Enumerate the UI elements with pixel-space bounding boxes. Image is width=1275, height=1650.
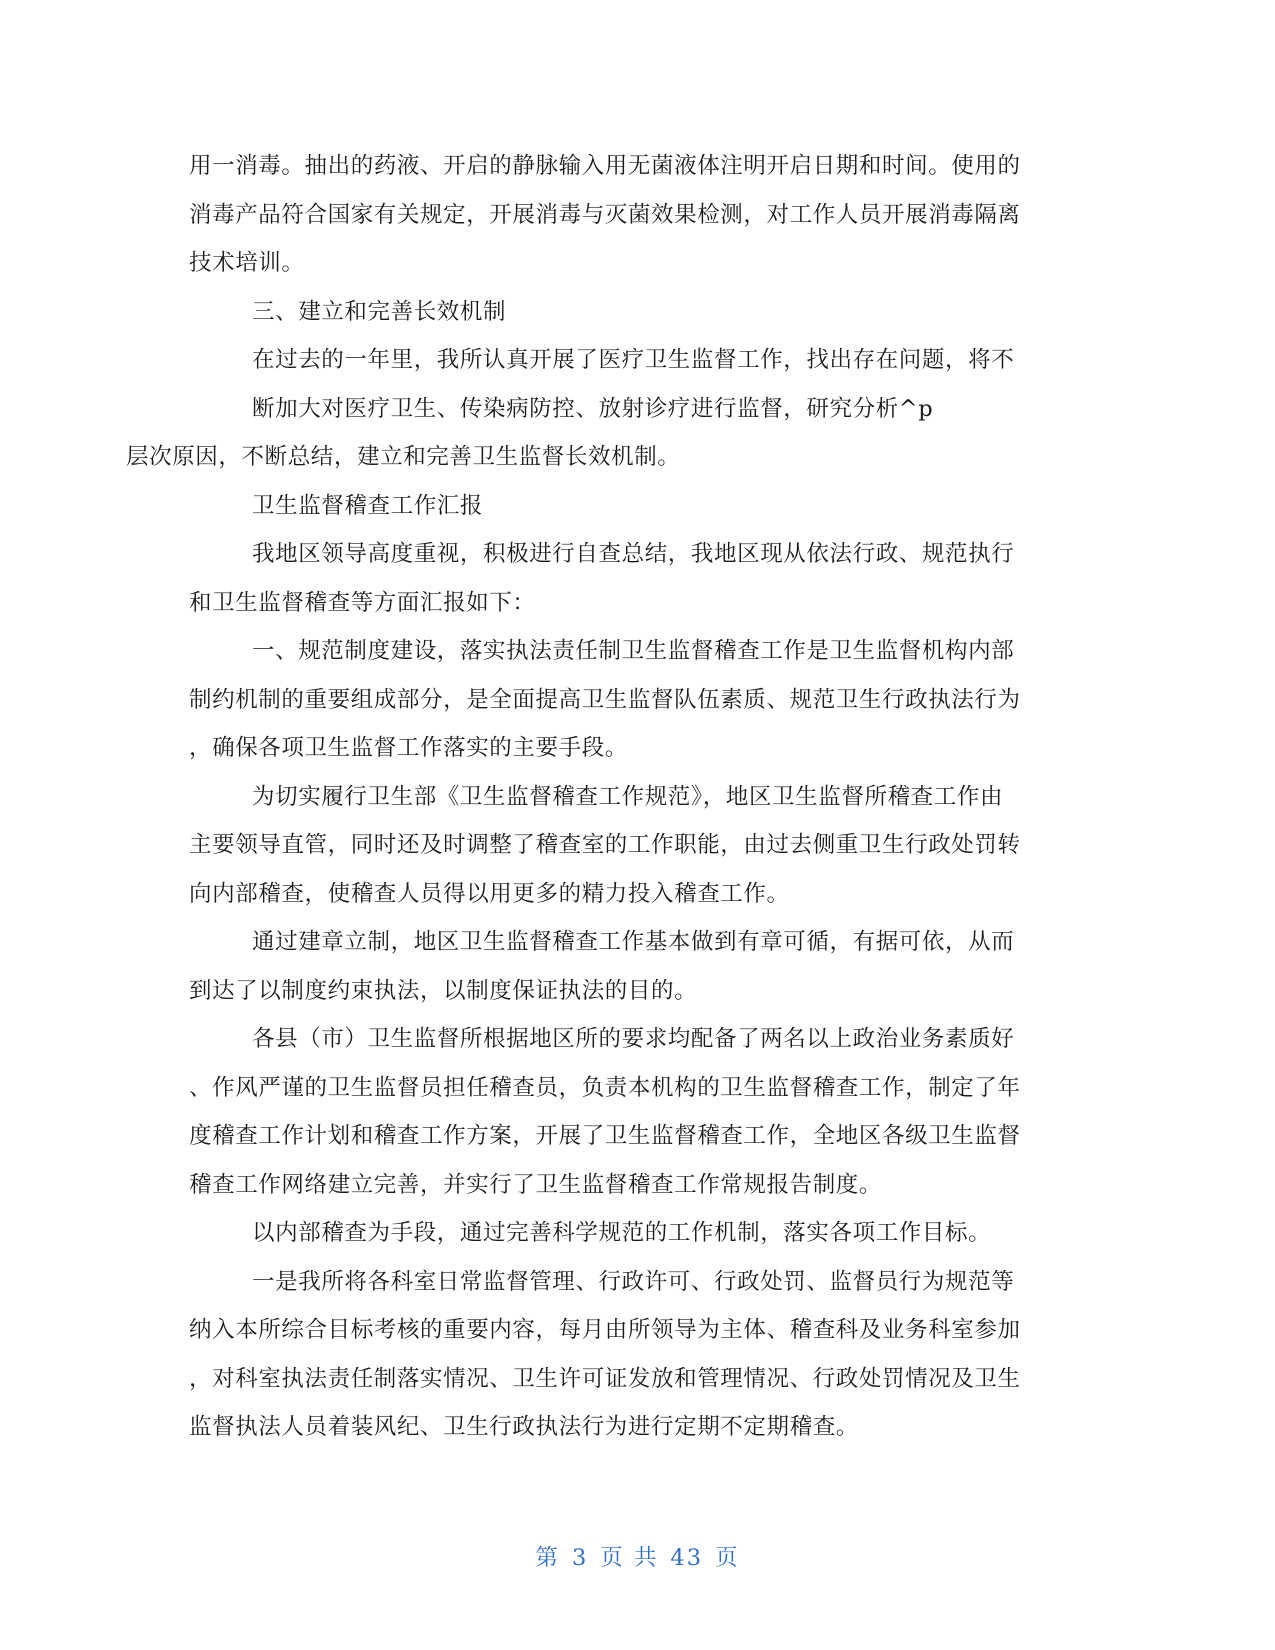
text-line: 到达了以制度约束执法，以制度保证执法的目的。 <box>189 977 698 1004</box>
text-line: ，确保各项卫生监督工作落实的主要手段。 <box>189 735 628 761</box>
paragraph-internal-inspection <box>189 1209 1093 1258</box>
text-line: 用一消毒。抽出的药液、开启的静脉输入用无菌液体注明开启日期和时间。使用的 <box>189 153 1021 179</box>
text-line: 主要领导直管，同时还及时调整了稽查室的工作职能，由过去侧重卫生行政处罚转 <box>189 832 1021 858</box>
text-line: 层次原因，不断总结，建立和完善卫生监督长效机制。 <box>126 444 681 470</box>
text-line: 纳入本所综合目标考核的重要内容，每月由所领导为主体、稽查科及业务科室参加 <box>189 1317 1021 1343</box>
paragraph-disinfection <box>189 142 1093 288</box>
paragraph-past-year <box>126 336 1093 482</box>
text-line: 监督执法人员着装风纪、卫生行政执法行为进行定期不定期稽查。 <box>189 1414 859 1440</box>
text-line: 制约机制的重要组成部分，是全面提高卫生监督队伍素质、规范卫生行政执法行为 <box>189 686 1021 713</box>
text-line: 度稽查工作计划和稽查工作方案，开展了卫生监督稽查工作，全地区各级卫生监督 <box>189 1123 1021 1149</box>
text-line: 断加大对医疗卫生、传染病防控、放射诊疗进行监督，研究分析^p <box>252 395 934 422</box>
footer-total-pages: 43 <box>670 1545 704 1571</box>
text-line: 、作风严谨的卫生监督员担任稽查员，负责本机构的卫生监督稽查工作，制定了年 <box>189 1074 1021 1101</box>
text-line: 在过去的一年里，我所认真开展了医疗卫生监督工作，找出存在问题，将不 <box>252 347 1015 373</box>
text-line: 一、规范制度建设，落实执法责任制卫生监督稽查工作是卫生监督机构内部 <box>252 638 1015 664</box>
text-line: 三、建立和完善长效机制 <box>252 298 507 325</box>
paragraph-first-measure <box>189 1258 1093 1452</box>
text-line: 以内部稽查为手段，通过完善科学规范的工作机制，落实各项工作目标。 <box>252 1220 992 1246</box>
paragraph-leadership <box>189 530 1093 627</box>
text-line: 技术培训。 <box>189 250 305 276</box>
text-line: 卫生监督稽查工作汇报 <box>252 492 484 519</box>
paragraph-regulations <box>189 918 1093 1015</box>
text-line: 消毒产品符合国家有关规定，开展消毒与灭菌效果检测，对工作人员开展消毒隔离 <box>189 201 1021 228</box>
text-line: 通过建章立制，地区卫生监督稽查工作基本做到有章可循，有据可依，从而 <box>252 929 1015 955</box>
text-line: ，对科室执法责任制落实情况、卫生许可证发放和管理情况、行政处罚情况及卫生 <box>189 1365 1021 1392</box>
text-line: 我地区领导高度重视，积极进行自查总结，我地区现从依法行政、规范执行 <box>252 541 1015 567</box>
paragraph-system-building <box>189 627 1093 773</box>
paragraph-inspection-norms <box>189 773 1093 919</box>
text-line: 一是我所将各科室日常监督管理、行政许可、行政处罚、监督员行为规范等 <box>252 1268 1015 1295</box>
footer-suffix: 页 <box>715 1545 740 1571</box>
page-footer <box>0 1540 1275 1572</box>
footer-prefix: 第 <box>535 1545 560 1571</box>
text-line: 和卫生监督稽查等方面汇报如下： <box>189 589 536 616</box>
text-line: 为切实履行卫生部《卫生监督稽查工作规范》，地区卫生监督所稽查工作由 <box>252 783 1004 810</box>
section-heading-long-term-mechanism <box>189 288 1093 337</box>
footer-middle: 页 共 <box>600 1545 659 1571</box>
document-body <box>126 142 1093 1452</box>
text-line: 向内部稽查，使稽查人员得以用更多的精力投入稽查工作。 <box>189 880 790 907</box>
text-line: 稽查工作网络建立完善，并实行了卫生监督稽查工作常规报告制度。 <box>189 1171 883 1198</box>
report-title <box>189 482 1093 531</box>
footer-current-page: 3 <box>571 1545 589 1571</box>
paragraph-county-inspectors <box>189 1015 1093 1209</box>
text-line: 各县（市）卫生监督所根据地区所的要求均配备了两名以上政治业务素质好 <box>252 1026 1015 1052</box>
